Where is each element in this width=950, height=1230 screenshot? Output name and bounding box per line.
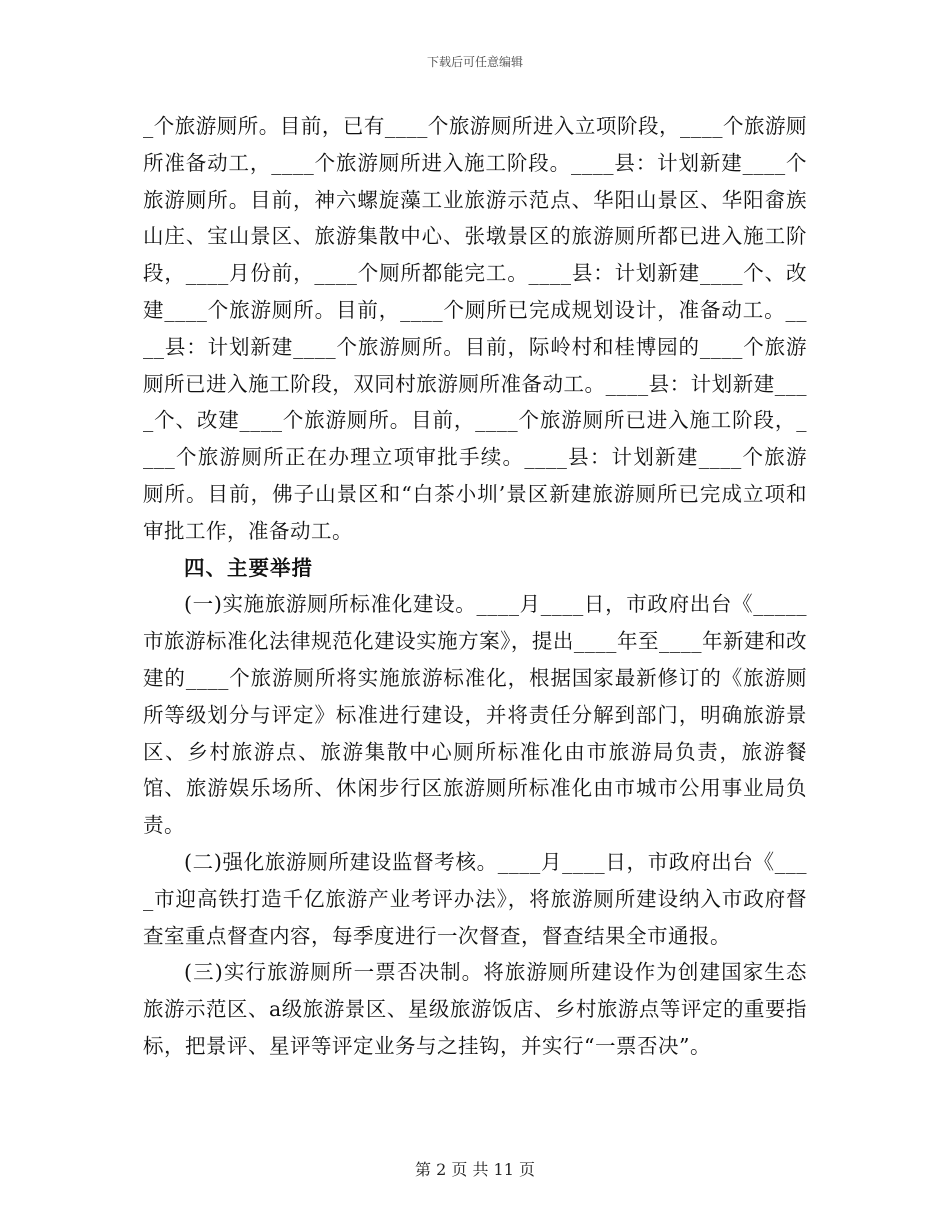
page-number: 第 2 页 共 11 页 (415, 1160, 535, 1179)
paragraph-measure-3: (三)实行旅游厕所一票否决制。将旅游厕所建设作为创建国家生态旅游示范区、a级旅游景区、星级旅游饭店、乡村旅游点等评定的重要指标，把景评、星评等评定业务与之挂钩，并实行“一票否决”。 (143, 960, 807, 1058)
header-note: 下载后可任意编辑 (426, 55, 523, 69)
paragraph-measure-1: (一)实施旅游厕所标准化建设。____月____日，市政府出台《_____市旅游标准化法律规范化建设实施方案》，提出____年至____年新建和改建的____个旅游厕所将实施旅游标准化，根据国家最新修订的《旅游厕所等级划分与评定》标准进行建设，并将责任分解到部门，明确旅游景区、乡村旅游点、旅游集散中心厕所标准化由市旅游局负责，旅游餐馆、旅游娱乐场所、休闲步行区旅游厕所标准化由市城市公用事业局负责。 (143, 592, 807, 838)
document-body (143, 108, 807, 1065)
section-heading: 四、主要举措 (184, 555, 313, 580)
paragraph-measure-2: (二)强化旅游厕所建设监督考核。____月____日，市政府出台《____市迎高铁打造千亿旅游产业考评办法》，将旅游厕所建设纳入市政府督查室重点督查内容，每季度进行一次督查，督查结果全市通报。 (143, 849, 807, 948)
paragraph-continued: _个旅游厕所。目前，已有____个旅游厕所进入立项阶段，____个旅游厕所准备动工，____个旅游厕所进入施工阶段。____县：计划新建____个旅游厕所。目前，神六螺旋藻工业旅游示范点、华阳山景区、华阳畲族山庄、宝山景区、旅游集散中心、张墩景区的旅游厕所都已进入施工阶段，____月份前，____个厕所都能完工。____县：计划新建____个、改建____个旅游厕所。目前，____个厕所已完成规划设计，准备动工。____县：计划新建____个旅游厕所。目前，际岭村和桂博园的____个旅游厕所已进入施工阶段，双同村旅游厕所准备动工。____县：计划新建____个、改建____个旅游厕所。目前，____个旅游厕所已进入施工阶段，____个旅游厕所正在办理立项审批手续。____县：计划新建____个旅游厕所。目前，佛子山景区和“白茶小圳’景区新建旅游厕所已完成立项和审批工作，准备动工。 (143, 114, 807, 543)
